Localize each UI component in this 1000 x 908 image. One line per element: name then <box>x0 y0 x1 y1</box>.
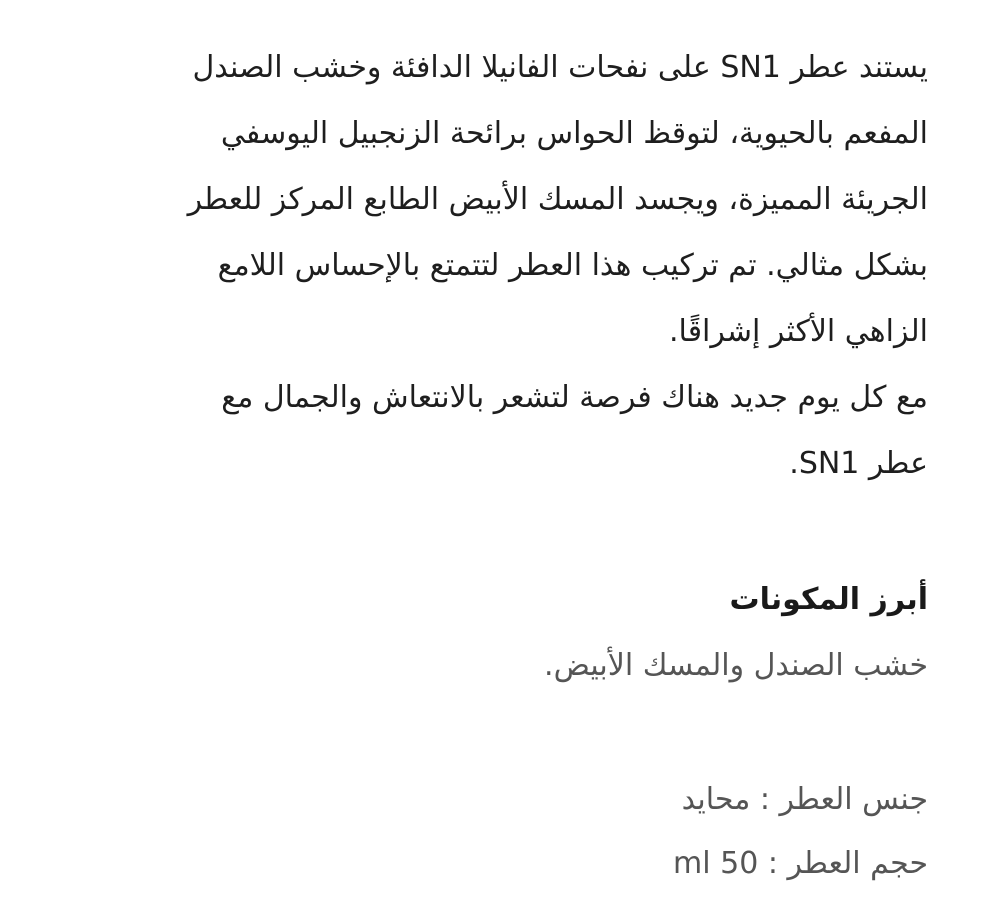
description-line-3: الجريئة المميزة، ويجسد المسك الأبيض الطابع المركز للعطر <box>187 182 928 217</box>
volume-detail: حجم العطر : 50 ml <box>673 846 928 881</box>
description-line-1: يستند عطر SN1 على نفحات الفانيلا الدافئة وخشب الصندل <box>192 50 928 85</box>
description-line-5: الزاهي الأكثر إشراقًا. <box>669 314 928 349</box>
description-line-4: بشكل مثالي. تم تركيب هذا العطر لتتمتع بالإحساس اللامع <box>217 248 928 283</box>
ingredients-text: خشب الصندل والمسك الأبيض. <box>544 648 928 683</box>
description-line-2: المفعم بالحيوية، لتوقظ الحواس برائحة الزنجبيل اليوسفي <box>220 116 928 151</box>
gender-detail: جنس العطر : محايد <box>681 782 928 817</box>
description-line-6: مع كل يوم جديد هناك فرصة لتشعر بالانتعاش والجمال مع <box>221 380 928 415</box>
description-line-7: عطر SN1. <box>789 446 928 481</box>
ingredients-heading: أبرز المكونات <box>729 582 928 617</box>
